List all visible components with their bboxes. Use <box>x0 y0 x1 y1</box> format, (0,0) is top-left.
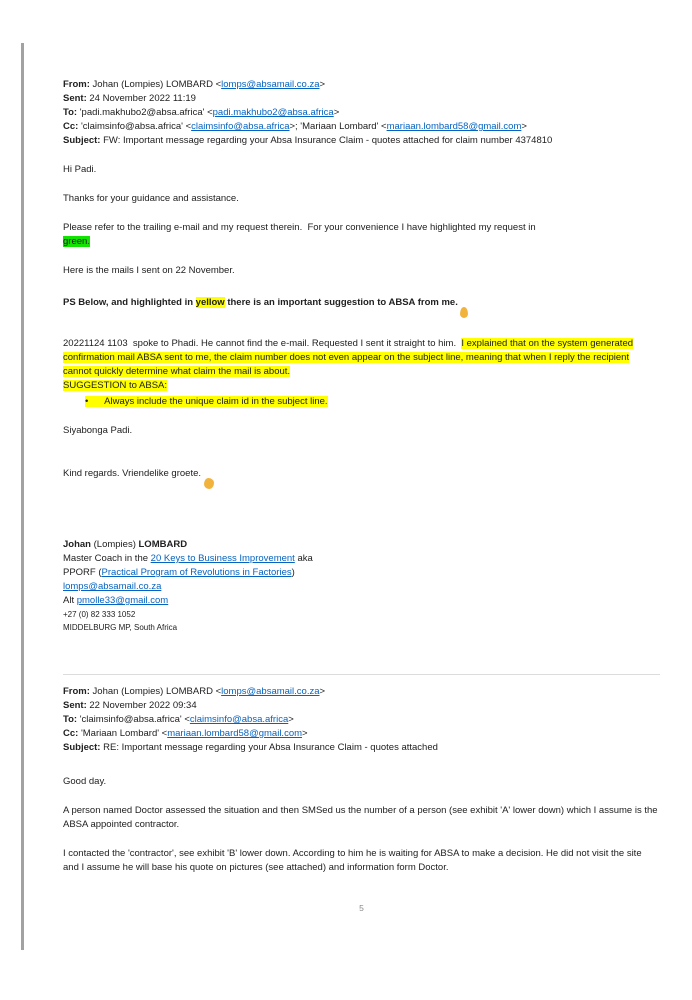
signature-alt-email-line <box>63 594 660 608</box>
text-segment: > <box>319 686 326 697</box>
cc-email-link[interactable]: mariaan.lombard58@gmail.com <box>167 728 303 739</box>
signature-phone-line <box>63 608 660 621</box>
message-divider <box>63 674 660 675</box>
header-subject-line <box>63 134 660 148</box>
text-segment: A person named Doctor assessed the situation and then SMSed us the number of a person (see exhibit 'A' lower down) which I assume is the ABSA appointed contractor. <box>63 805 658 830</box>
cc-email-link[interactable]: claimsinfo@absa.africa <box>191 121 290 132</box>
paragraph-refer <box>63 221 660 249</box>
paragraph-contractor <box>63 847 660 875</box>
text-segment: Johan (Lompies) LOMBARD < <box>89 686 222 697</box>
text-segment: I contacted the 'contractor', see exhibit 'B' lower down. According to him he is waiting for ABSA to make a decision. He did not visit the site and I assume he will base his quote on pictures (see attached) and information form Doctor. <box>63 848 642 873</box>
text-segment: >; 'Mariaan Lombard' < <box>289 121 387 132</box>
text-segment: > <box>521 121 527 132</box>
yellow-highlighted-word: yellow <box>195 297 225 308</box>
text-segment: Master Coach in the <box>63 553 151 564</box>
to-email-link[interactable]: padi.makhubo2@absa.africa <box>212 107 334 118</box>
text-segment: 22 November 2022 09:34 <box>86 700 197 711</box>
text-segment: Sent: <box>63 93 87 104</box>
header-sent-line <box>63 699 660 713</box>
text-segment: 'Mariaan Lombard' < <box>78 728 168 739</box>
text-segment: ) <box>291 567 295 578</box>
header-sent-line <box>63 92 660 106</box>
cc-email-link-2[interactable]: mariaan.lombard58@gmail.com <box>386 121 522 132</box>
folded-hands-emoji <box>460 307 468 318</box>
paragraph-regards <box>63 467 660 489</box>
text-segment: Here is the mails I sent on 22 November. <box>63 265 235 276</box>
text-segment: Alt <box>63 595 77 606</box>
signature-email-line <box>63 580 660 594</box>
text-segment: > <box>333 107 340 118</box>
text-segment: FW: Important message regarding your Absa Insurance Claim - quotes attached for claim number 4374810 <box>100 135 553 146</box>
header-from-line <box>63 78 660 92</box>
text-segment: SUGGESTION to ABSA: <box>63 380 168 391</box>
text-segment: Kind regards. Vriendelike groete. <box>63 468 204 479</box>
text-segment: 'claimsinfo@absa.africa' < <box>78 121 192 132</box>
signature-address-line <box>63 621 660 634</box>
header-to-line <box>63 106 660 120</box>
hand-gesture-emoji <box>204 478 214 489</box>
text-segment: Please refer to the trailing e-mail and my request therein. For your convenience I have highlighted my request in <box>63 222 536 233</box>
text-segment: > <box>302 728 308 739</box>
header-from-line <box>63 685 660 699</box>
header-subject-line <box>63 741 660 755</box>
paragraph-doctor <box>63 804 660 832</box>
text-segment: I explained that on the system generated confirmation mail ABSA sent to me, the claim number does not even appear on the subject line, meaning that when I reply the recipient cannot quickly determine what claim the mail is about. <box>63 338 634 377</box>
signature-block <box>63 538 660 634</box>
paragraph-siyabonga <box>63 424 660 438</box>
text-segment: there is an important suggestion to ABSA from me. <box>224 297 461 308</box>
suggestion-bullet-item <box>63 395 660 409</box>
text-segment: Subject: <box>63 135 101 146</box>
text-segment: +27 (0) 82 333 1052 <box>63 610 136 619</box>
signature-pporf-line <box>63 566 660 580</box>
text-segment: RE: Important message regarding your Absa Insurance Claim - quotes attached <box>100 742 438 753</box>
signature-name-line <box>63 538 660 552</box>
text-segment: LOMBARD <box>138 539 188 550</box>
text-segment: Sent: <box>63 700 87 711</box>
header-to-line <box>63 713 660 727</box>
paragraph-mails-sent <box>63 264 660 278</box>
from-email-link[interactable]: lomps@absamail.co.za <box>221 686 320 697</box>
page-edge-line <box>21 43 24 950</box>
from-email-link[interactable]: lomps@absamail.co.za <box>221 79 320 90</box>
text-segment: From: <box>63 686 90 697</box>
text-segment: From: <box>63 79 90 90</box>
text-segment: Siyabonga Padi. <box>63 425 133 436</box>
text-segment: 'claimsinfo@absa.africa' < <box>77 714 190 725</box>
signature-role-line <box>63 552 660 566</box>
text-segment: Johan <box>63 539 91 550</box>
paragraph-thanks <box>63 192 660 206</box>
text-segment: 24 November 2022 11:19 <box>86 93 196 104</box>
header-cc-line <box>63 727 660 741</box>
text-segment: Subject: <box>63 742 101 753</box>
page-number: 5 <box>359 903 364 913</box>
text-segment: Thanks for your guidance and assistance. <box>63 193 239 204</box>
text-segment: aka <box>294 553 313 564</box>
text-segment: • Always include the unique claim id in the subject line. <box>85 396 328 407</box>
pporf-link[interactable]: Practical Program of Revolutions in Factories <box>101 567 292 578</box>
text-segment: Hi Padi. <box>63 164 97 175</box>
paragraph-call-log <box>63 337 660 393</box>
text-segment: Cc: <box>63 121 79 132</box>
text-segment: > <box>288 714 294 725</box>
to-email-link[interactable]: claimsinfo@absa.africa <box>189 714 289 725</box>
text-segment: Good day. <box>63 776 107 787</box>
email-message-1 <box>63 78 660 634</box>
email-message-2 <box>63 685 660 875</box>
green-highlighted-word: green. <box>63 236 90 247</box>
text-segment: Cc: <box>63 728 79 739</box>
text-segment: PS Below, and highlighted in <box>63 297 196 308</box>
email-thread <box>63 78 660 875</box>
header-cc-line <box>63 120 660 134</box>
text-segment: 'padi.makhubo2@absa.africa' < <box>77 107 213 118</box>
paragraph-greeting <box>63 775 660 789</box>
text-segment: (Lompies) <box>90 539 139 550</box>
paragraph-ps-note <box>63 296 660 318</box>
text-segment: 20221124 1103 spoke to Phadi. He cannot find the e-mail. Requested I sent it straight to him. <box>63 338 462 349</box>
text-segment: > <box>319 79 326 90</box>
twenty-keys-link[interactable]: 20 Keys to Business Improvement <box>150 553 295 564</box>
text-segment: PPORF ( <box>63 567 102 578</box>
text-segment: To: <box>63 107 78 118</box>
paragraph-greeting <box>63 163 660 177</box>
text-segment: To: <box>63 714 78 725</box>
text-segment: Johan (Lompies) LOMBARD < <box>89 79 222 90</box>
text-segment: MIDDELBURG MP, South Africa <box>63 623 178 632</box>
alt-email-link[interactable]: pmolle33@gmail.com <box>76 595 169 606</box>
signature-email-link[interactable]: lomps@absamail.co.za <box>63 581 162 592</box>
